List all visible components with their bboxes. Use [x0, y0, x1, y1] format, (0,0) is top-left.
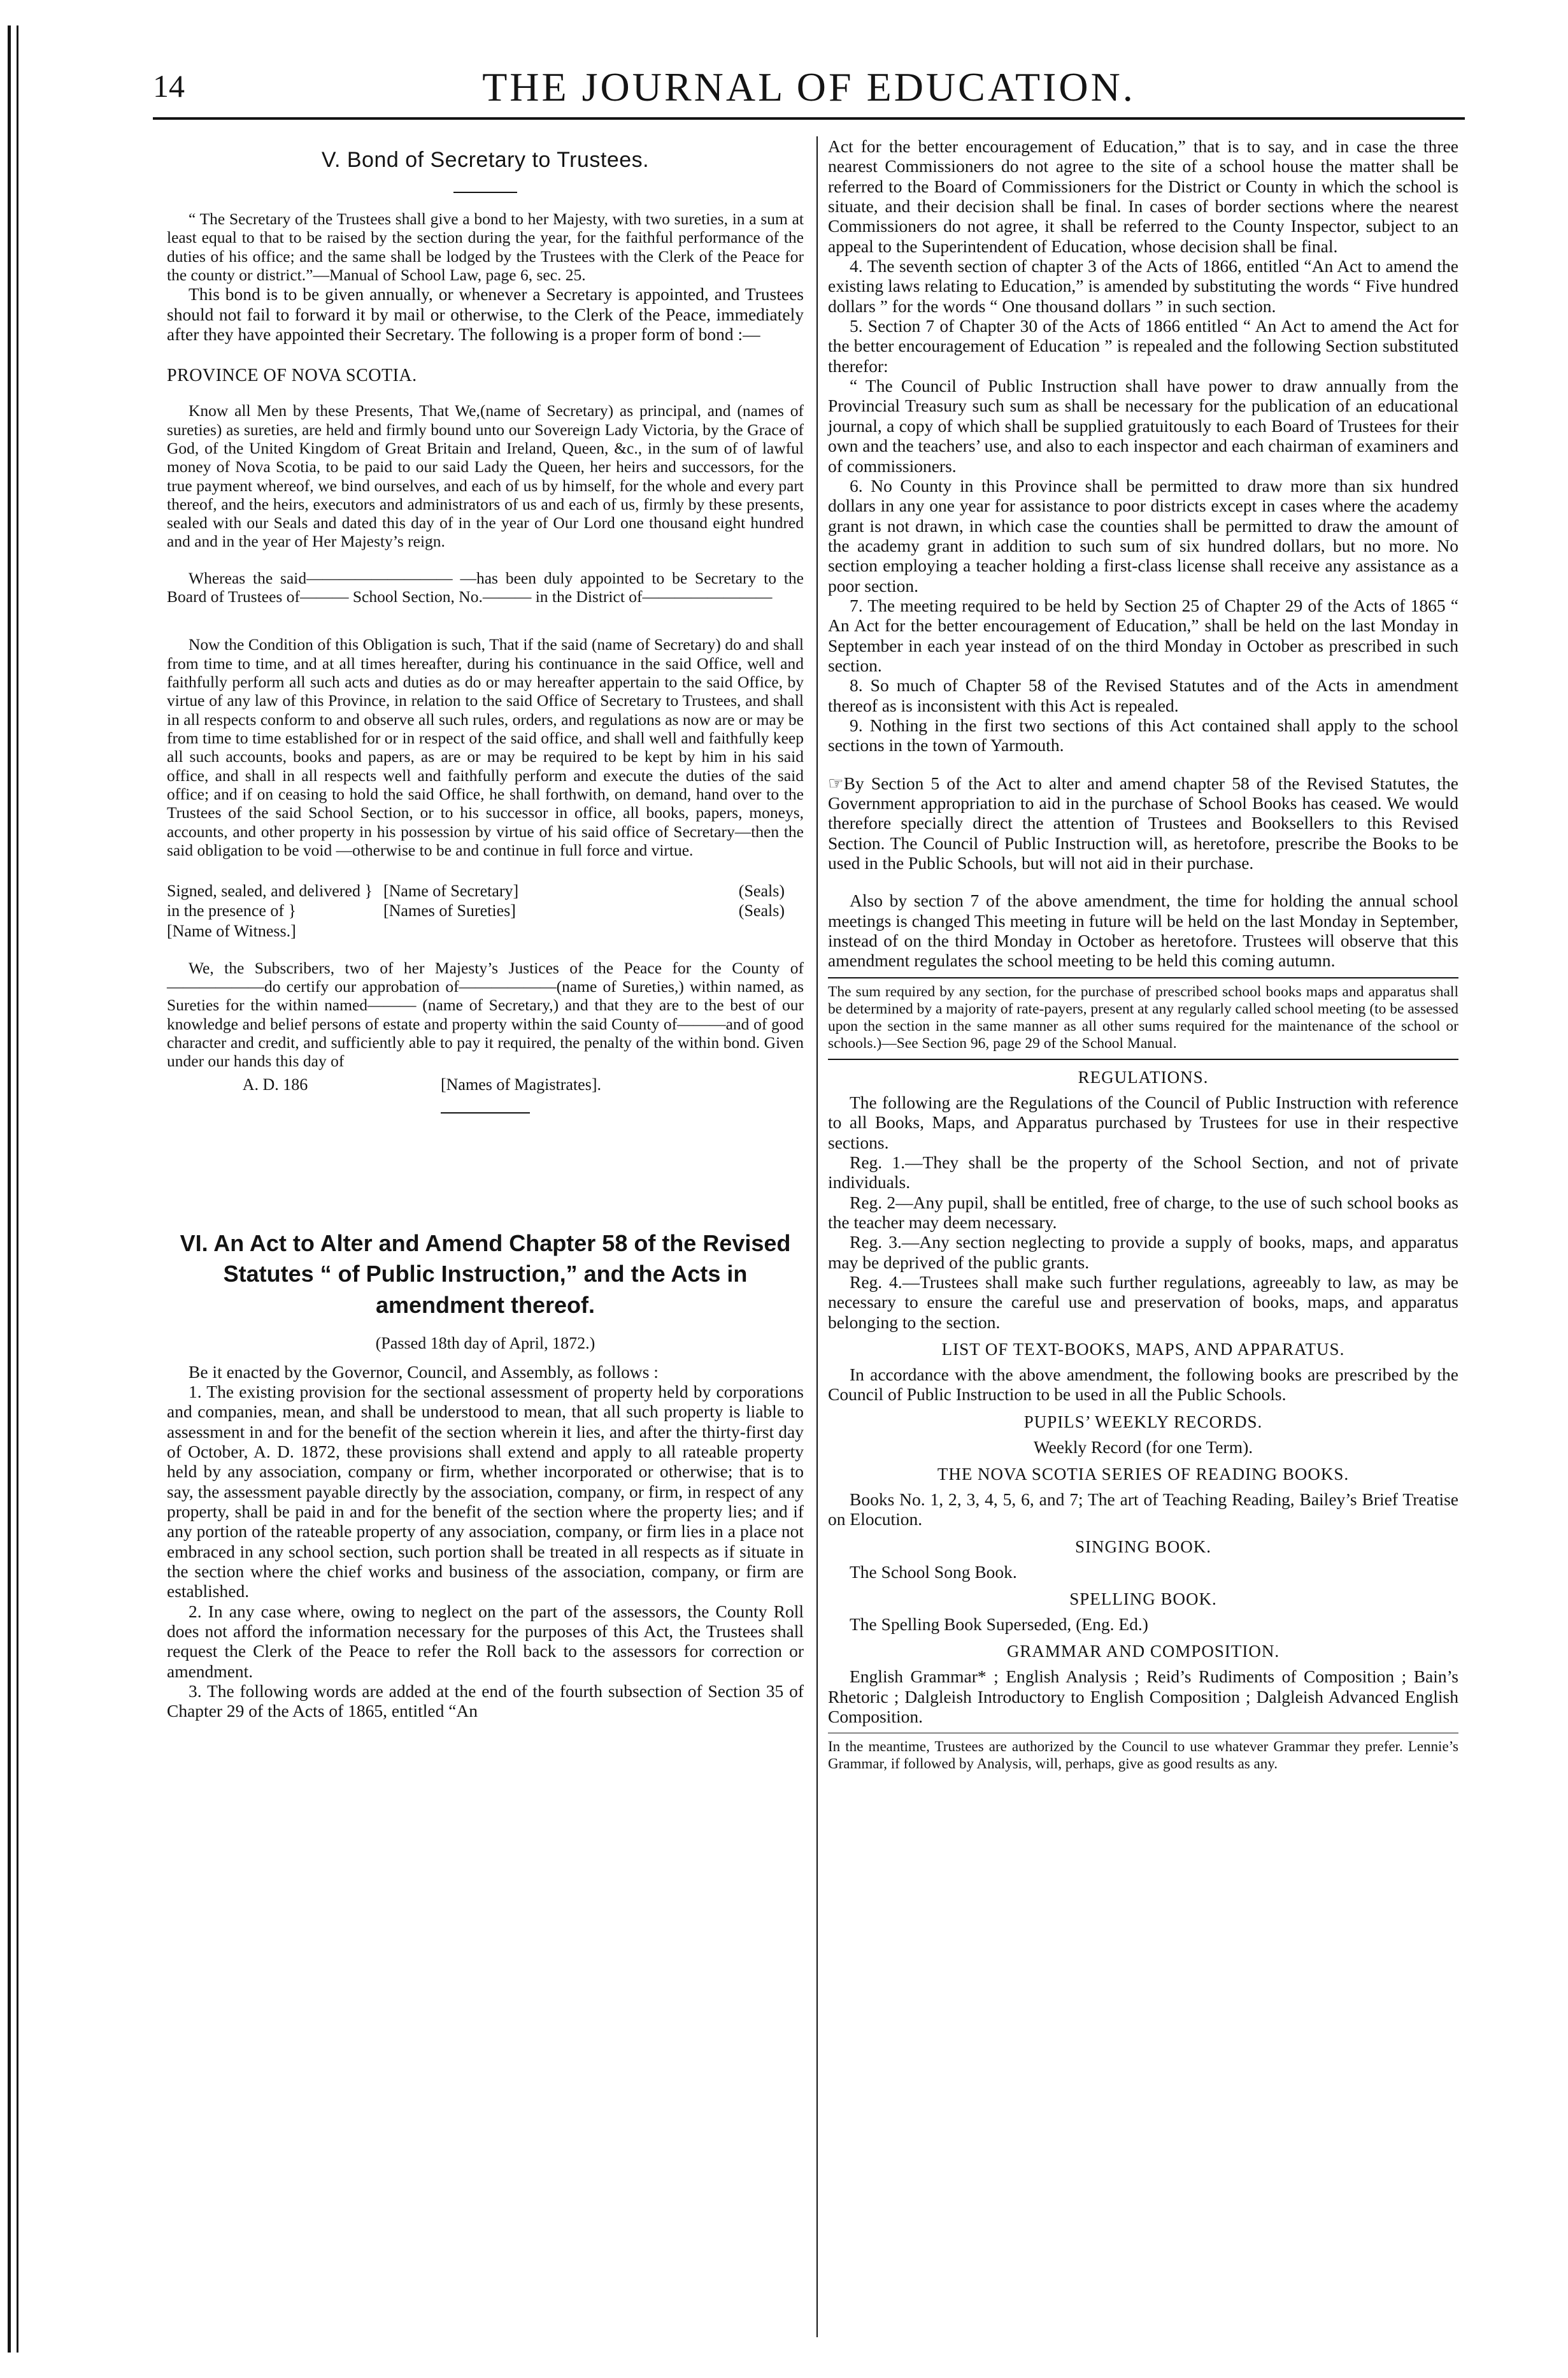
act-paragraph: 6. No County in this Province shall be permitted to draw more than six hundred dollars in any one year for assistance to poor districts except in cases where the academy grant is not drawn, in which case the counties shall be permitted to draw the amount of the academy grant in addition to such sum of six hundred dollars, but no more. No section employing a teacher holding a first-class license shall receive any assistance as a poor section.	[828, 475, 1458, 596]
signature-name: [Names of Sureties]	[383, 901, 516, 920]
editorial-note: ☞By Section 5 of the Act to alter and amend chapter 58 of the Revised Statutes, the Government appropriation to aid in the purchase of School Books has ceased. We would therefore specially direct the attention of Trustees and Booksellers to this Revised Section. The Council of Public Instruction will, as heretofore, prescribe the Books to be used in the Public Schools, but will not aid in their purchase.	[828, 773, 1458, 873]
act-paragraph: Be it enacted by the Governor, Council, and Assembly, as follows :	[189, 1361, 659, 1382]
left-column	[167, 136, 804, 1721]
book-category-heading: SPELLING BOOK.	[1069, 1589, 1217, 1608]
signature-seal: (Seals)	[738, 882, 785, 901]
right-column	[828, 136, 1458, 1772]
journal-title: THE JOURNAL OF EDUCATION.	[482, 64, 1136, 110]
book-list-text: Books No. 1, 2, 3, 4, 5, 6, and 7; The art of Teaching Reading, Bailey’s Brief Treatise on Elocution.	[828, 1489, 1458, 1529]
act-paragraph: 1. The existing provision for the sectional assessment of property held by corporations and companies, mean, and shall be understood to mean, that all such property is liable to assessment in and for the benefit of the section wherein it lies, and after the thirty-first day of October, A. D. 1872, these provisions shall extend and apply to all rateable property held by any association, company or firm, whether incorporated or otherwise; that is to say, the assessment payable directly by the association, company, or firm, in respect of any property, shall be paid in and for the benefit of the section where the property lies; and if any portion of the rateable property of any association, company, or firm lies in a place not embraced in any school section, such portion shall be treated in all respects as if situate in the section where the chief works and business of the association, company, or firm are established.	[167, 1381, 804, 1601]
book-list-text: The School Song Book.	[850, 1561, 1017, 1582]
column-divider	[816, 136, 818, 2337]
signature-block	[167, 881, 804, 941]
school-books-note: The sum required by any section, for the purchase of prescribed school books maps and apparatus shall be determined by a majority of rate-payers, present at any regularly called school meeting (to be assessed upon the section in the same manner as all other sums required for the maintenance of the school or schools.)—See Section 96, page 29 of the School Manual.	[828, 983, 1458, 1052]
page-header	[153, 61, 1465, 120]
note-rule	[828, 977, 1458, 978]
regulation-item: Reg. 2—Any pupil, shall be entitled, free of charge, to the use of such school books as the teacher may deem necessary.	[828, 1192, 1458, 1232]
regulation-item: Reg. 3.—Any section neglecting to provide a supply of books, maps, and apparatus may be deprived of the public grants.	[828, 1232, 1458, 1272]
signature-name: [Name of Secretary]	[383, 882, 519, 901]
book-list-text: English Grammar* ; English Analysis ; Reid’s Rudiments of Composition ; Bain’s Rhetoric ; Dalgleish Introductory to English Composition ; Dalgleish Advanced English Composition.	[828, 1666, 1458, 1727]
book-list-text: Weekly Record (for one Term).	[1033, 1436, 1253, 1457]
text-books-heading: LIST OF TEXT-BOOKS, MAPS, AND APPARATUS.	[941, 1339, 1345, 1359]
act-paragraph: 7. The meeting required to be held by Section 25 of Chapter 29 of the Acts of 1865 “ An Act for the better encouragement of Education,” shall be held on the last Monday in September in each year instead of on the third Monday in October as prescribed in such section.	[828, 595, 1458, 675]
header-rule	[153, 117, 1465, 120]
signature-label: in the presence of }	[167, 901, 297, 920]
page-edge-rule	[8, 25, 11, 2353]
act-paragraph: 4. The seventh section of chapter 3 of the Acts of 1866, entitled “An Act to amend the existing laws relating to Education,” is amended by substituting the words “ Five hundred dollars ” for the words “ One thousand dollars ” in such section.	[828, 256, 1458, 316]
bond-form-text: Know all Men by these Presents, That We,(name of Secretary) as principal, and (names of sureties) as sureties, are held and firmly bound unto our Sovereign Lady Victoria, by the Grace of God, of the United Kingdom of Great Britain and Ireland, Queen, &c., in the sum of of lawful money of Nova Scotia, to be paid to our said Lady the Queen, her heirs and successors, for the true payment whereof, we bind ourselves, and each of us by himself, for the whole and every part thereof, and the heirs, executors and administrators of us and each of us, firmly by these presents, sealed with our Seals and dated this day of in the year of Our Lord one thousand eight hundred and and in the year of Her Majesty’s reign.	[167, 401, 804, 551]
grammar-footnote: In the meantime, Trustees are authorized by the Council to use whatever Grammar they prefer. Lennie’s Grammar, if followed by Analysis, will, perhaps, give as good results as any.	[828, 1738, 1458, 1772]
act-paragraph: 5. Section 7 of Chapter 30 of the Acts of 1866 entitled “ An Act to amend the Act for the better encouragement of Education ” is repealed and the following Section substituted therefor:	[828, 316, 1458, 376]
bond-section-title: V. Bond of Secretary to Trustees.	[321, 148, 650, 172]
act-paragraph: Act for the better encouragement of Education,” that is to say, and in case the three nearest Commissioners do not agree to the site of a school house the matter shall be referred to the Board of Commissioners for the District or County in which the school is situate, and their decision shall be final. In cases of border sections where the nearest Commissioners do not agree, it shall be referred to the County Inspector, subject to an appeal to the Superintendent of Education, whose decision shall be final.	[828, 136, 1458, 256]
book-category-heading: SINGING BOOK.	[1075, 1536, 1211, 1556]
regulations-intro: The following are the Regulations of the Council of Public Instruction with reference to all Books, Maps, and Apparatus purchased by Trustees for use in their respective sections.	[828, 1092, 1458, 1152]
bond-form-text: Whereas the said————————— —has been duly appointed to be Secretary to the Board of Trustees of——— School Section, No.——— in the District of————————	[167, 568, 804, 606]
province-heading: PROVINCE OF NOVA SCOTIA.	[167, 366, 417, 386]
text-books-intro: In accordance with the above amendment, the following books are prescribed by the Council of Public Instruction to be used in all the Public Schools.	[828, 1364, 1458, 1405]
editorial-note: Also by section 7 of the above amendment, the time for holding the annual school meetings is changed This meeting in future will be held on the last Monday in September, instead of on the third Monday in October as heretofore. Trustees will observe that this amendment regulates the school meeting to be held this coming autumn.	[828, 891, 1458, 971]
bond-paragraph: “ The Secretary of the Trustees shall give a bond to her Majesty, with two sureties, in a sum at least equal to that to be raised by the section during the year, for the faithful performance of the duties of his office; and the same shall be lodged by the Trustees with the Clerk of the Peace for the county or district.”—Manual of School Law, page 6, sec. 25.	[167, 210, 804, 284]
signature-seal: (Seals)	[738, 901, 785, 920]
title-rule	[453, 192, 517, 193]
witness-label: [Name of Witness.]	[167, 921, 296, 940]
book-list-text: The Spelling Book Superseded, (Eng. Ed.)	[850, 1614, 1148, 1634]
page-edge-rule-inner	[17, 25, 18, 2353]
act-paragraph: 9. Nothing in the first two sections of this Act contained shall apply to the school sections in the town of Yarmouth.	[828, 715, 1458, 756]
page-number: 14	[153, 68, 185, 104]
act-passed-date: (Passed 18th day of April, 1872.)	[375, 1333, 595, 1352]
book-category-heading: GRAMMAR AND COMPOSITION.	[1006, 1642, 1280, 1661]
act-paragraph: 2. In any case where, owing to neglect on the part of the assessors, the County Roll does not afford the information necessary for the purposes of this Act, the Trustees shall request the Clerk of the Peace to refer the Roll back to the assessors for correction or amendment.	[167, 1601, 804, 1681]
magistrates-name: [Names of Magistrates].	[441, 1075, 601, 1094]
regulation-item: Reg. 1.—They shall be the property of the School Section, and not of private individuals.	[828, 1152, 1458, 1193]
regulations-heading: REGULATIONS.	[1078, 1067, 1209, 1087]
act-quoted-paragraph: “ The Council of Public Instruction shall have power to draw annually from the Provincial Treasury such sum as shall be necessary for the publication of an educational journal, a copy of which shall be supplied gratuitously to each Board of Trustees for their own and the teachers’ use, and also to each inspector and each chairman of examiners and of commissioners.	[828, 376, 1458, 476]
book-category-heading: THE NOVA SCOTIA SERIES OF READING BOOKS.	[937, 1464, 1350, 1484]
date-line: A. D. 186	[242, 1075, 308, 1094]
regulation-item: Reg. 4.—Trustees shall make such further regulations, agreeably to law, as may be necessary to ensure the careful use and preservation of books, maps, and apparatus belonging to the section.	[828, 1271, 1458, 1332]
act-title: VI. An Act to Alter and Amend Chapter 58 of the Revised Statutes “ of Public Instruction,” and the Acts in amendment thereof.	[180, 1229, 791, 1318]
bond-condition-text: Now the Condition of this Obligation is such, That if the said (name of Secretary) do and shall from time to time, and at all times hereafter, during his continuance in the said Office, well and faithfully perform all such acts and duties as do or may hereafter appertain to the said Office, by virtue of any law of this Province, in relation to the said Office of Secretary to Trustees, and shall in all respects conform to and observe all such rules, orders, and regulations as now are or may be from time to time established for or in respect of the said office, and shall well and faithfully keep all such accounts, books and papers, as are or may be required to be kept by him in his said office, and shall in all respects well and faithfully perform and execute the duties of the said office; and if on ceasing to hold the said Office, he shall forthwith, on demand, hand over to the Trustees of the said School Section, or to his successor in office, all books, papers, moneys, accounts, and other property in his possession by virtue of his said office of Secretary—then the said obligation to be void —otherwise to be and continue in full force and virtue.	[167, 635, 804, 859]
note-rule	[828, 1059, 1458, 1060]
magistrates-block	[167, 1075, 804, 1094]
book-category-heading: PUPILS’ WEEKLY RECORDS.	[1023, 1412, 1263, 1431]
signature-label: Signed, sealed, and delivered }	[167, 882, 373, 901]
justices-certification: We, the Subscribers, two of her Majesty’s Justices of the Peace for the County of——————do certify our approbation of——————(name of Sureties,) within named, as Sureties for the within named——— (name of Secretary,) and that they are to the best of our knowledge and belief persons of estate and property within the said County of———and of good character and credit, and sufficiently able to pay it required, the penalty of the within bond. Given under our hands this day of	[167, 958, 804, 1071]
act-paragraph: 8. So much of Chapter 58 of the Revised Statutes and of the Acts in amendment thereof as is inconsistent with this Act is repealed.	[828, 675, 1458, 715]
act-paragraph: 3. The following words are added at the end of the fourth subsection of Section 35 of Chapter 29 of the Acts of 1865, entitled “An	[167, 1681, 804, 1721]
bond-paragraph: This bond is to be given annually, or whenever a Secretary is appointed, and Trustees should not fail to forward it by mail or otherwise, to the Clerk of the Peace, immediately after they have appointed their Secretary. The following is a proper form of bond :—	[167, 284, 804, 344]
section-rule	[441, 1112, 530, 1114]
